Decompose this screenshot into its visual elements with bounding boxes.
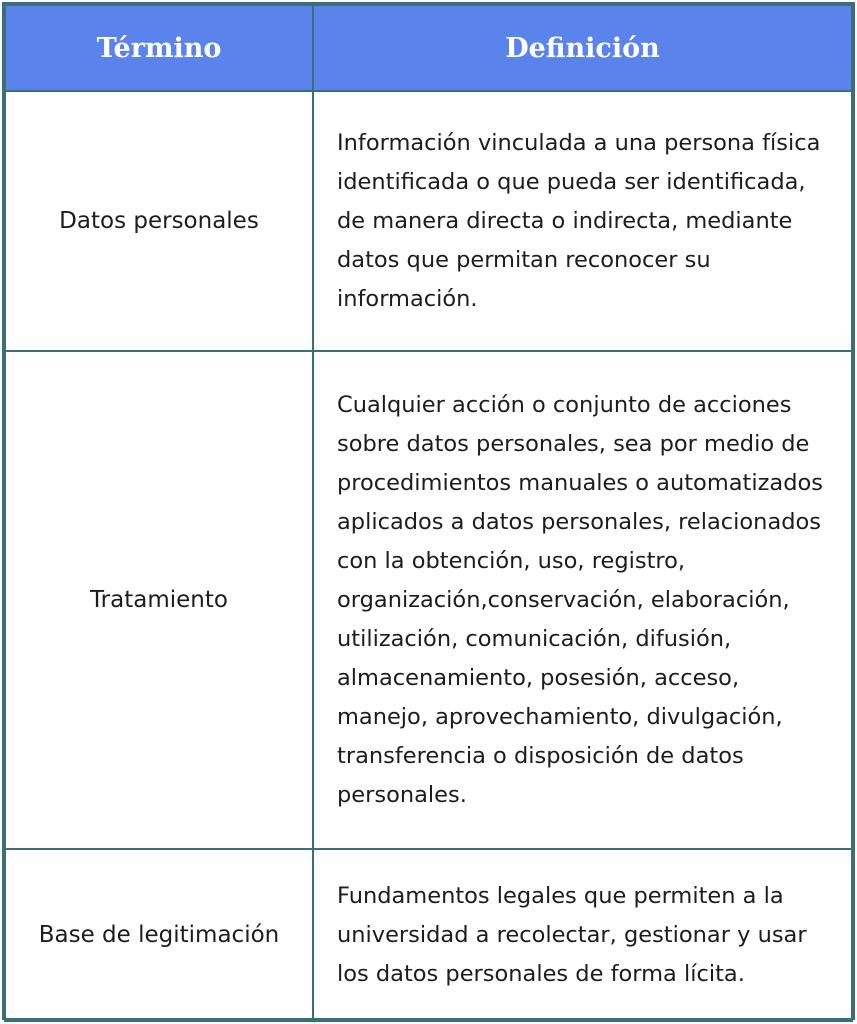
header-term: Término: [5, 5, 313, 91]
term-cell: Tratamiento: [5, 351, 313, 849]
term-cell: Datos personales: [5, 91, 313, 351]
header-definition: Definición: [313, 5, 852, 91]
term-cell: Base de legitimación: [5, 849, 313, 1021]
definitions-table-container: [2, 2, 855, 1020]
definition-cell: Información vinculada a una persona física identificada o que pueda ser identificada, de manera directa o indirecta, mediante datos que permitan reconocer su información.: [313, 91, 852, 351]
definitions-table: [4, 4, 853, 1022]
table-row: [5, 351, 852, 849]
table-row: [5, 91, 852, 351]
table-header-row: [5, 5, 852, 91]
definition-cell: Fundamentos legales que permiten a la universidad a recolectar, gestionar y usar los datos personales de forma lícita.: [313, 849, 852, 1021]
table-row: [5, 849, 852, 1021]
definition-cell: Cualquier acción o conjunto de acciones sobre datos personales, sea por medio de procedimientos manuales o automatizados aplicados a datos personales, relacionados con la obtención, uso, registro, organización,conservación, elaboración, utilización, comunicación, difusión, almacenamiento, posesión, acceso, manejo, aprovechamiento, divulgación, transferencia o disposición de datos personales.: [313, 351, 852, 849]
